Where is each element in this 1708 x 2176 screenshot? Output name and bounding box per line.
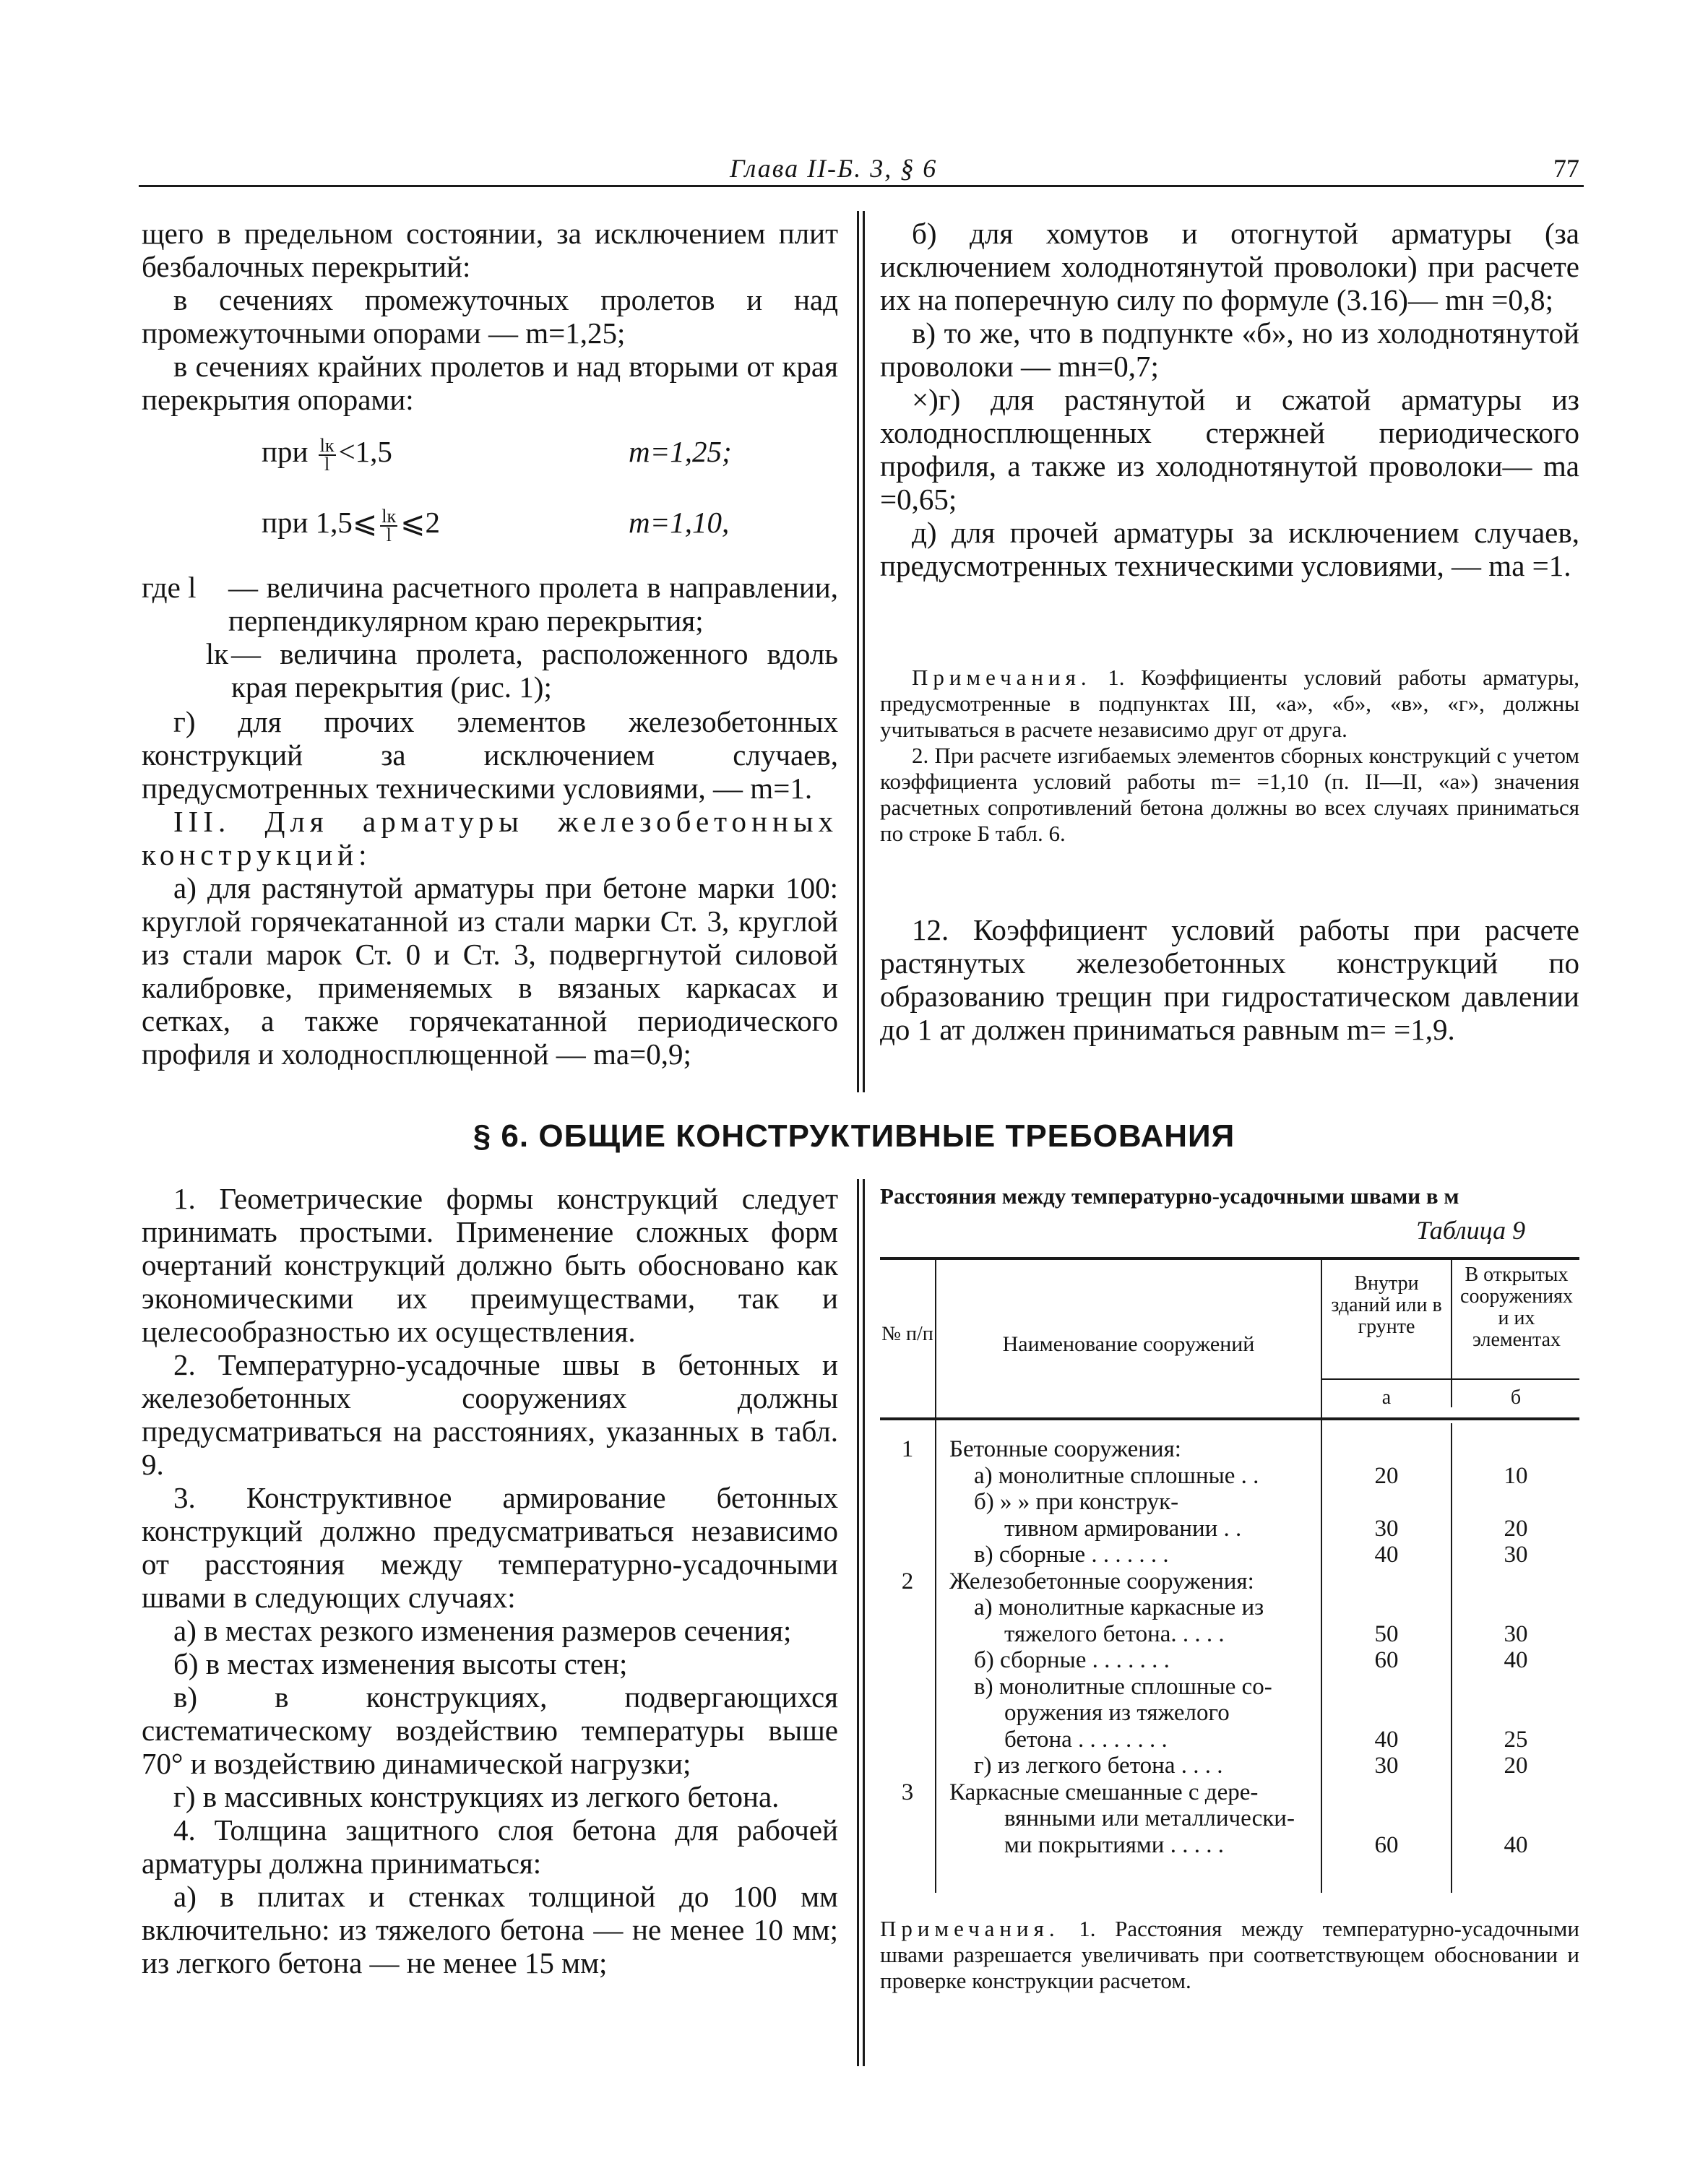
column-divider-bottom-a [857,1179,859,2066]
formula-1: при $\frac{lк}{l}$ <1,5 [262,434,392,475]
header-inside: Внутри зданий или в грунте [1331,1272,1442,1338]
paragraph: 4. Толщина защитного слоя бетона для рабочей арматуры должна приниматься: [142,1813,838,1880]
paragraph-12: 12. Коэффициент условий работы при расчете растянутых железобетонных конструкций по образованию трещин при гидростатическом давлении до 1 ат должен приниматься равным m= =1,9. [880,913,1579,1046]
header-name: Наименование сооружений [1002,1332,1255,1356]
paragraph: а) в местах резкого изменения размеров сечения; [173,1614,792,1647]
header-open: В открытых сооружениях и их элементах [1460,1264,1573,1351]
row-name: оружения из тяжелого [1004,1700,1230,1726]
table-col-rule [1451,1257,1452,1407]
cell-value-a: 30 [1374,1753,1399,1779]
row-name: а) монолитные каркасные из [974,1594,1264,1620]
header-col-a: а [1381,1386,1392,1409]
row-name: вянными или металлически- [1004,1805,1295,1831]
formula-2-value: m=1,10, [629,506,730,539]
cell-value-b: 25 [1504,1727,1528,1753]
cell-value-a: 60 [1374,1647,1399,1673]
paragraph: а) для растянутой арматуры при бетоне марки 100: круглой горячекатанной из стали марки Ст. 3, круглой из стали марок Ст. 0 и Ст. 3, подвергнутой силовой калибровке, применяемых в вязаных каркасах и сетках, а также горячекатанной периодического профиля и холодносплющенной — mа=0,9; [142,871,838,1071]
row-name: Железобетонные сооружения: [949,1568,1254,1594]
row-name: б) сборные . . . . . . . [974,1647,1170,1673]
table-top-rule [880,1257,1579,1260]
row-name: а) монолитные сплошные . . [974,1463,1259,1489]
table-col-rule [1321,1257,1322,1893]
cell-value-a: 40 [1374,1727,1399,1753]
row-name: Бетонные сооружения: [949,1436,1181,1462]
fraction: $\frac{lк}{l}$ [381,505,397,545]
paragraph: 1. Геометрические формы конструкций следует принимать простыми. Применение сложных форм очертаний конструкций должно быть обосновано как экономическими их преимуществами, так и целесообразностью их осуществления. [142,1182,838,1348]
cell-value-a: 60 [1374,1832,1399,1858]
formula-1-value: m=1,25; [629,435,732,468]
header-num: № п/п [881,1323,933,1345]
row-name: б) » » при конструк- [974,1489,1179,1515]
table-subheader-rule [1321,1378,1579,1380]
paragraph: 2. Температурно-усадочные швы в бетонных и железобетонных сооружениях должны предусматриваться на расстояниях, указанных в табл. 9. [142,1348,838,1481]
note: Примечания. 1. Коэффициенты условий работы арматуры, предусмотренные в подпунктах III, «а», «б», «в», «г», должны учитываться в расчете независимо друг от друга. [880,665,1579,742]
cell-value-b: 30 [1504,1542,1528,1568]
table-label: Таблица 9 [1416,1216,1526,1245]
glossary-item: lк — величина пролета, расположенного вдоль края перекрытия (рис. 1); [205,637,838,704]
row-name: бетона . . . . . . . . [1004,1727,1168,1753]
row-name: в) сборные . . . . . . . [974,1542,1169,1568]
table-header-rule [880,1417,1579,1420]
row-name: тивном армировании . . [1004,1516,1242,1542]
glossary [142,571,838,704]
note: 2. При расчете изгибаемых элементов сборных конструкций с учетом коэффициента условий работы m= =1,10 (п. II—II, «а») значения расчетных сопротивлений бетона должны во всех случаях приниматься по строке Б табл. 6. [880,743,1579,846]
left-column-top-cont [142,705,838,1071]
row-number: 2 [901,1568,914,1594]
cell-value-a: 50 [1374,1621,1399,1647]
paragraph: б) в местах изменения высоты стен; [173,1647,628,1680]
row-number: 3 [901,1779,914,1805]
row-name: тяжелого бетона. . . . . [1004,1621,1225,1647]
paragraph: щего в предельном состоянии, за исключением плит безбалочных перекрытий: [142,217,838,283]
right-column-top [880,217,1579,582]
cell-value-b: 10 [1504,1463,1528,1489]
paragraph: г) для прочих элементов железобетонных конструкций за исключением случаев, предусмотренных техническими условиями, — m=1. [142,705,838,805]
paragraph: ×)г) для растянутой и сжатой арматуры из холодносплющенных стержней периодического профиля, а также из холоднотянутой проволоки— mа =0,65; [880,383,1579,516]
paragraph: г) в массивных конструкциях из легкого бетона. [173,1780,780,1813]
row-name: Каркасные смешанные с дере- [949,1779,1259,1805]
paragraph: в) то же, что в подпункте «б», но из холоднотянутой проволоки — mн=0,7; [880,316,1579,383]
column-divider-bottom-b [863,1179,865,2066]
cell-value-a: 40 [1374,1542,1399,1568]
column-divider-top-a [857,211,859,1092]
fraction: $\frac{lк}{l}$ [319,434,335,475]
table-note: Примечания. 1. Расстояния между температурно-усадочными швами разрешается увеличивать при соответствующем обосновании и проверке конструкции расчетом. [880,1916,1579,1993]
paragraph: 3. Конструктивное армирование бетонных конструкций должно предусматриваться независимо от расстояния между температурно-усадочными швами в следующих случаях: [142,1481,838,1614]
glossary-item: где l — величина расчетного пролета в направлении, перпендикулярном краю перекрытия; [142,571,838,637]
formula-2: при 1,5⩽ $\frac{lк}{l}$ ⩽2 [262,505,440,545]
paragraph: в) в конструкциях, подвергающихся систематическому воздействию температуры выше 70° и воздействию динамической нагрузки; [142,1680,838,1780]
row-name: ми покрытиями . . . . . [1004,1832,1224,1858]
column-divider-top-b [863,211,865,1092]
paragraph: в сечениях крайних пролетов и над вторыми от края перекрытия опорами: [142,350,838,416]
row-name: г) из легкого бетона . . . . [974,1753,1223,1779]
table-9 [880,1257,1579,1907]
cell-value-b: 40 [1504,1832,1528,1858]
row-name: в) монолитные сплошные со- [974,1674,1272,1700]
row-number: 1 [901,1436,914,1462]
paragraph: б) для хомутов и отогнутой арматуры (за исключением холоднотянутой проволоки) при расчете их на поперечную силу по формуле (3.16)— mн =0,8; [880,217,1579,316]
paragraph: д) для прочей арматуры за исключением случаев, предусмотренных техническими условиями, — mа =1. [880,516,1579,582]
cell-value-b: 40 [1504,1647,1528,1673]
subsection-title: III. Для арматуры железобетонных конструкций: [142,805,838,871]
table-caption: Расстояния между температурно-усадочными швами в м [880,1183,1459,1209]
section-heading: § 6. ОБЩИЕ КОНСТРУКТИВНЫЕ ТРЕБОВАНИЯ [473,1118,1235,1154]
left-column-bottom [142,1182,838,1979]
paragraph: в сечениях промежуточных пролетов и над промежуточными опорами — m=1,25; [142,283,838,350]
cell-value-b: 20 [1504,1516,1528,1542]
cell-value-a: 30 [1374,1516,1399,1542]
header-rule [139,185,1584,187]
cell-value-b: 20 [1504,1753,1528,1779]
cell-value-a: 20 [1374,1463,1399,1489]
header-col-b: б [1510,1386,1522,1409]
running-header-title: Глава II-Б. 3, § 6 [730,154,938,183]
cell-value-b: 30 [1504,1621,1528,1647]
page-number: 77 [1553,154,1579,183]
left-column-top [142,217,838,416]
notes-block [880,665,1579,847]
paragraph: а) в плитах и стенках толщиной до 100 мм включительно: из тяжелого бетона — не менее 10 мм; из легкого бетона — не менее 15 мм; [142,1880,838,1979]
